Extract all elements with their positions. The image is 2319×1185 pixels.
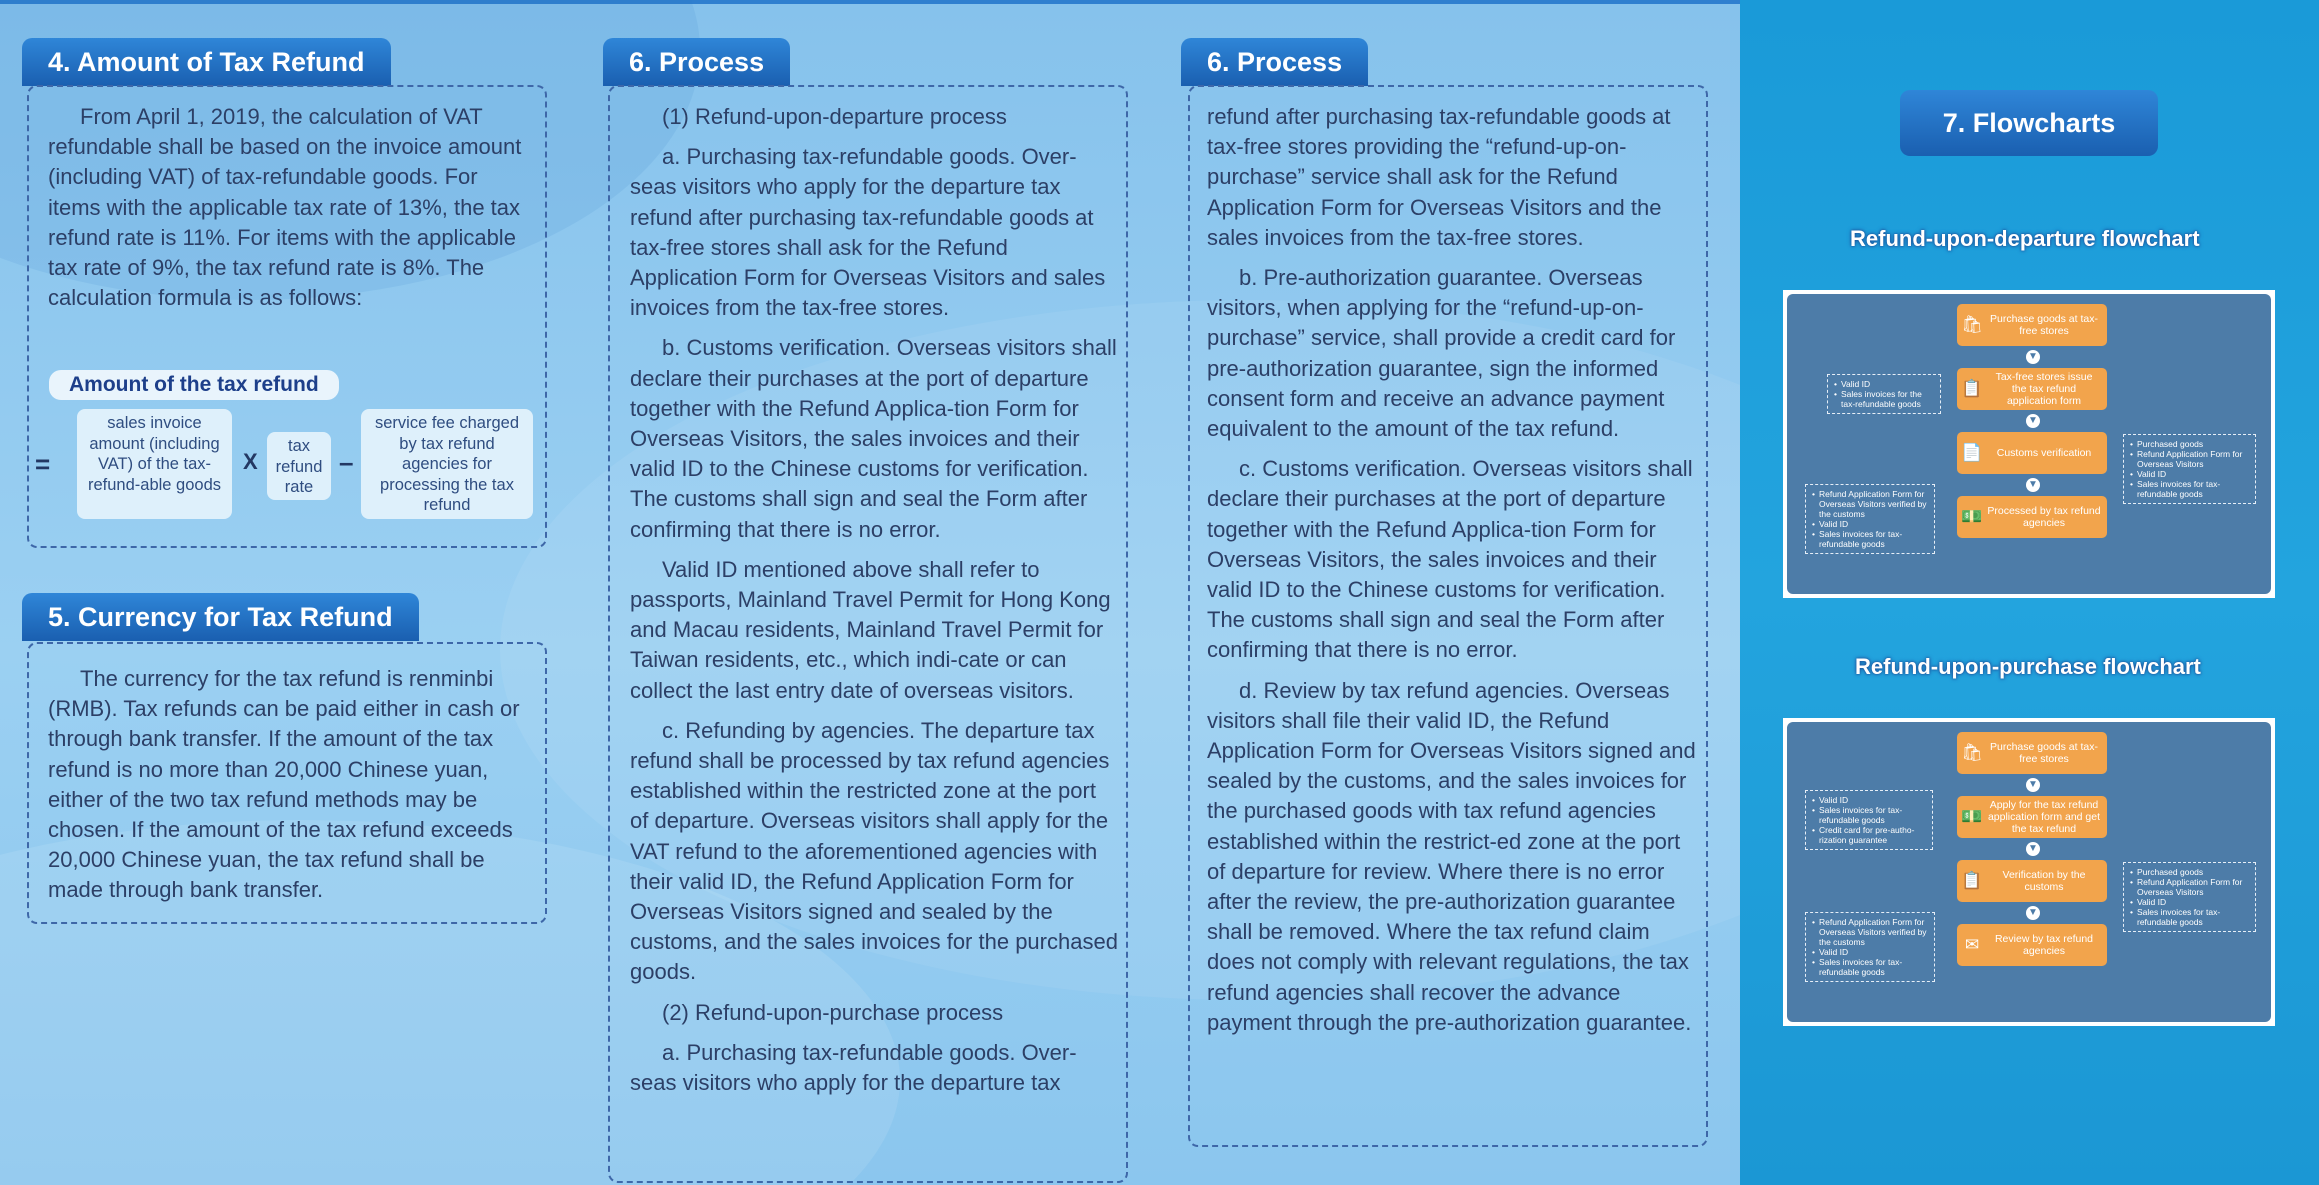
section-6a-paragraph: (2) Refund-upon-purchase process <box>662 999 1004 1025</box>
flow1-step-3 <box>1957 432 2107 474</box>
flow2-note: • Purchased goods <box>2129 867 2250 877</box>
flow2-note: • Valid ID <box>1811 947 1929 957</box>
section-6b-paragraph: refund after purchasing tax-refundable goods at tax-free stores providing the “refund-up-on-purchase” service shall ask for the Refund Application Form for Overseas Visitors and the sales invoices from the tax-free stores. <box>1207 104 1671 250</box>
flow2-connector-icon: ▼ <box>2026 778 2040 792</box>
formula-times: X <box>243 449 258 474</box>
flowchart-1-title: Refund-upon-departure flowchart <box>1850 226 2200 251</box>
section-6b-paragraph: b. Pre-authorization guarantee. Overseas visitors, when applying for the “refund-up-on-purchase” service, shall provide a credit card for pre-authorization guarantee, sign the informed consent form and receive an advance payment equivalent to the amount of the tax refund. <box>1207 265 1676 442</box>
flow2-step-1-text: Purchase goods at tax-free stores <box>1990 741 2098 765</box>
flow1-step-1 <box>1957 304 2107 346</box>
flow2-step-3-text: Verification by the customs <box>2002 869 2086 893</box>
flow2-step-1 <box>1957 732 2107 774</box>
formula-label: Amount of the tax refund <box>49 370 339 400</box>
register-icon: 💵 <box>1961 507 1983 526</box>
section-5-text <box>48 664 533 916</box>
section-4-title: 4. Amount of Tax Refund <box>22 38 391 86</box>
bag-icon: 🛍 <box>1961 743 1983 762</box>
bag-icon: 🛍 <box>1961 315 1983 334</box>
flow2-note: • Refund Application Form for Overseas Visitors <box>2129 877 2250 897</box>
flow1-note: • Valid ID <box>2129 469 2250 479</box>
flow2-connector-icon: ▼ <box>2026 842 2040 856</box>
flow2-connector-icon: ▼ <box>2026 906 2040 920</box>
flow2-step-3 <box>1957 860 2107 902</box>
section-6a-paragraph: c. Refunding by agencies. The departure tax refund shall be processed by tax refund agencies established within the restricted zone at the port of departure. Overseas visitors shall apply for the VAT refund to the aforementioned agencies with their valid ID, the Refund Application Form for Overseas Visitors signed and sealed by the customs, and the sales invoices for the purchased goods. <box>630 717 1118 985</box>
flow2-notes-left-top <box>1805 790 1933 850</box>
section-6b-paragraph: d. Review by tax refund agencies. Overseas visitors shall file their valid ID, the Refund Application Form for Overseas Visitors signed and sealed by the customs, and the sales invoices for the purchased goods with tax refund agencies established within the restrict-ed zone at the port of departure for review. Where there is no error after the review, the pre-authorization guarantee shall be removed. Where the tax refund claim does not comply with relevant regulations, the tax refund agencies shall recover the advance payment through the pre-authorization guarantee. <box>1207 677 1696 1035</box>
form-icon: 📋 <box>1961 379 1983 398</box>
section-6a-text <box>630 102 1118 1108</box>
flow1-notes-left-bottom <box>1805 484 1935 554</box>
register-icon: 💵 <box>1961 807 1983 826</box>
flow1-step-2 <box>1957 368 2107 410</box>
flow1-step-4 <box>1957 496 2107 538</box>
section-6a-box <box>608 85 1128 1183</box>
customs-icon: 📄 <box>1961 443 1983 462</box>
flowchart-1-frame <box>1783 290 2275 598</box>
flowchart-2-frame <box>1783 718 2275 1026</box>
flow1-note: • Valid ID <box>1833 379 1935 389</box>
flow2-step-4 <box>1957 924 2107 966</box>
flow1-connector-icon: ▼ <box>2026 414 2040 428</box>
flow2-note: • Sales invoices for tax-refundable goods <box>1811 957 1929 977</box>
flow2-note: • Sales invoices for tax-refundable goods <box>2129 907 2250 927</box>
flow1-note: • Sales invoices for tax-refundable goods <box>2129 479 2250 499</box>
section-7-title: 7. Flowcharts <box>1900 90 2158 156</box>
section-6b-paragraph: c. Customs verification. Overseas visitors shall declare their purchases at the port of departure together with the Refund Applica-tion Form for Overseas Visitors, the sales invoices and their valid ID to the Chinese customs for verification. The customs shall sign and seal the Form after confirming that there is no error. <box>1207 456 1693 663</box>
mail-icon: ✉ <box>1964 935 1980 954</box>
flow1-notes-left-top <box>1827 374 1941 414</box>
flow1-step-2-text: Tax-free stores issue the tax refund application form <box>1995 371 2093 407</box>
formula-term-invoice: sales invoice amount (including VAT) of the tax-refund-able goods <box>77 409 232 519</box>
section-4-box <box>27 85 547 548</box>
formula-term-fee: service fee charged by tax refund agencies for processing the tax refund <box>361 409 533 519</box>
flow1-note: • Sales invoices for the tax-refundable goods <box>1833 389 1935 409</box>
flow1-note: • Refund Application Form for Overseas Visitors <box>2129 449 2250 469</box>
flow1-note: • Sales invoices for tax-refundable goods <box>1811 529 1929 549</box>
flow1-step-1-text: Purchase goods at tax-free stores <box>1990 313 2098 337</box>
flow1-notes-right <box>2123 434 2256 504</box>
flowchart-2-panel <box>1787 722 2271 1022</box>
flow1-note: • Refund Application Form for Overseas Visitors verified by the customs <box>1811 489 1929 519</box>
section-4-paragraph: From April 1, 2019, the calculation of VAT refundable shall be based on the invoice amount (including VAT) of tax-refundable goods. For items with the applicable tax rate of 13%, the tax refund rate is 11%. For items with the applicable tax rate of 9%, the tax refund rate is 8%. The calculation formula is as follows: <box>48 104 522 311</box>
formula-minus: – <box>339 447 354 477</box>
flow2-notes-right <box>2123 862 2256 932</box>
section-6b-title: 6. Process <box>1181 38 1368 86</box>
section-6a-title: 6. Process <box>603 38 790 86</box>
flow2-step-2 <box>1957 796 2107 838</box>
section-6a-paragraph: Valid ID mentioned above shall refer to passports, Mainland Travel Permit for Hong Kong and Macau residents, Mainland Travel Permit for Taiwan residents, etc., which indi-cate or can collect the last entry date of overseas visitors. <box>630 556 1111 703</box>
flow1-note: • Purchased goods <box>2129 439 2250 449</box>
flow1-connector-icon: ▼ <box>2026 478 2040 492</box>
flowchart-2-title: Refund-upon-purchase flowchart <box>1855 654 2201 679</box>
section-6a-paragraph: (1) Refund-upon-departure process <box>662 104 1007 129</box>
flow1-connector-icon: ▼ <box>2026 350 2040 364</box>
flow2-note: • Refund Application Form for Overseas Visitors verified by the customs <box>1811 917 1929 947</box>
flowchart-1-panel <box>1787 294 2271 594</box>
section-6b-box <box>1188 85 1708 1147</box>
flow2-note: • Valid ID <box>1811 795 1927 805</box>
flow2-note: • Credit card for pre-autho-rization guarantee <box>1811 825 1927 845</box>
flow2-step-2-text: Apply for the tax refund application form and get the tax refund <box>1987 799 2101 835</box>
flow1-step-3-text: Customs verification <box>1996 447 2092 459</box>
flow2-notes-left-bottom <box>1805 912 1935 982</box>
section-5-title: 5. Currency for Tax Refund <box>22 593 419 641</box>
flow1-note: • Valid ID <box>1811 519 1929 529</box>
section-6a-paragraph: a. Purchasing tax-refundable goods. Over-seas visitors who apply for the departure tax refund after purchasing tax-refundable goods at tax-free stores shall ask for the Refund Application Form for Overseas Visitors and sales invoices from the tax-free stores. <box>630 144 1106 321</box>
section-4-text <box>48 102 533 323</box>
section-6b-text <box>1207 102 1699 1048</box>
section-5-box <box>27 642 547 924</box>
section-6a-paragraph: b. Customs verification. Overseas visitors shall declare their purchases at the port of departure together with the Refund Applica-tion Form for Overseas Visitors, the sales invoices and their valid ID to the Chinese customs for verification. The customs shall sign and seal the Form after confirming that there is no error. <box>630 335 1117 542</box>
formula-equals: = <box>35 449 51 479</box>
flow2-note: • Sales invoices for tax-refundable goods <box>1811 805 1927 825</box>
flow2-step-4-text: Review by tax refund agencies <box>1994 933 2094 957</box>
flow1-step-4-text: Processed by tax refund agencies <box>1987 505 2101 529</box>
section-6a-paragraph: a. Purchasing tax-refundable goods. Over-seas visitors who apply for the departure tax <box>630 1039 1077 1096</box>
section-5-paragraph: The currency for the tax refund is renminbi (RMB). Tax refunds can be paid either in cash or through bank transfer. If the amount of the tax refund is no more than 20,000 Chinese yuan, either of the two tax refund methods may be chosen. If the amount of the tax refund exceeds 20,000 Chinese yuan, the tax refund shall be made through bank transfer. <box>48 666 520 903</box>
flow2-note: • Valid ID <box>2129 897 2250 907</box>
form-icon: 📋 <box>1961 871 1983 890</box>
formula-term-rate: tax refund rate <box>267 432 331 500</box>
